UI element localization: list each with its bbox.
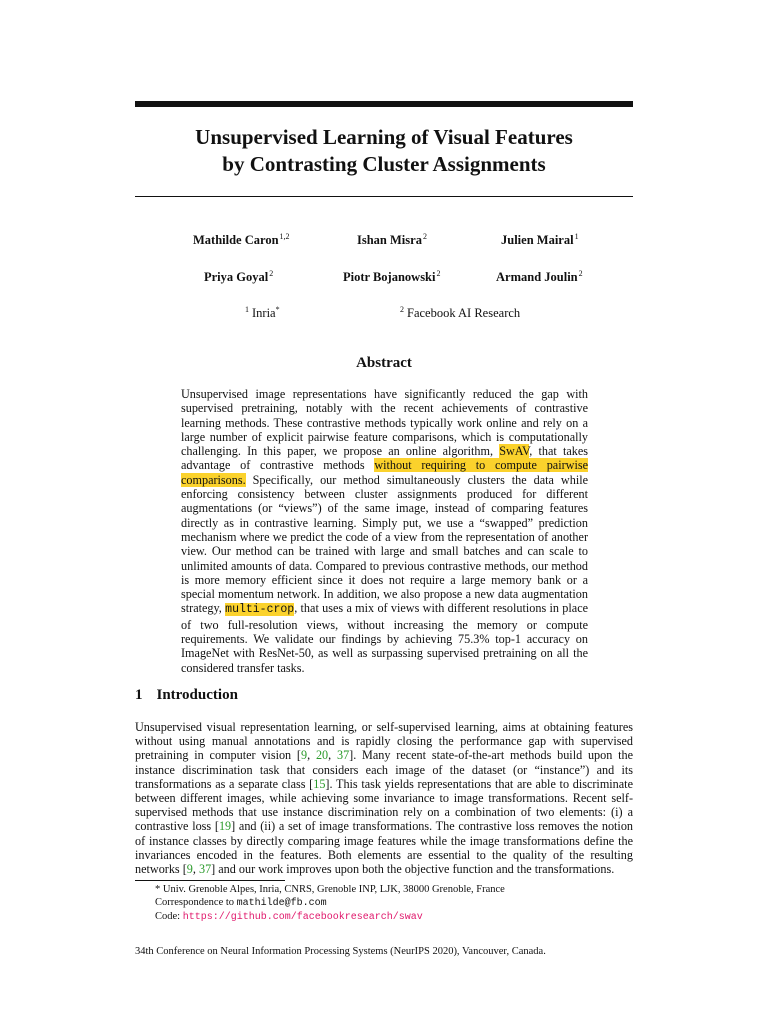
- citation-link[interactable]: 15: [313, 776, 326, 791]
- section-heading-introduction: 1 Introduction: [135, 687, 238, 703]
- footnote-code: Code: https://github.com/facebookresearch/swav: [155, 911, 423, 924]
- affiliation-inria: $^1$ Inria*: [245, 305, 280, 320]
- citation-link[interactable]: 19: [218, 819, 232, 834]
- footnotes: [155, 883, 505, 925]
- citation-link[interactable]: 37: [336, 748, 350, 763]
- author-mairal: Julien Mairal$^1$: [501, 232, 579, 247]
- title-line-2: by Contrasting Cluster Assignments: [222, 152, 546, 176]
- highlight-swav: SwAV: [499, 444, 530, 459]
- citation-link[interactable]: 20: [315, 748, 329, 763]
- abstract-heading: Abstract: [356, 355, 412, 371]
- introduction-body: Unsupervised visual representation learning, or self-supervised learning, aims at obtaining features without using manual annotations and is rapidly closing the performance gap with supervised pretraining in computer vision [9, 20, 37]. Many recent state-of-the-art methods build upon the instance discrimination task that considers each image of the dataset (or “instance”) and its transformations as a separate class [15]. This task yields representations that are able to discriminate between different images, while achieving some invariance to image transformations. Recent self-supervised methods that use instance discrimination rely on a combination of two elements: (i) a contrastive loss [19] and (ii) a set of image transformations. The contrastive loss removes the notion of instance classes by directly comparing image features while the image transformations define the invariances encoded in the features. Both elements are essential to the quality of the resulting networks [9, 37] and our work improves upon both the objective function and the transformations.: [135, 720, 634, 877]
- title-bottom-rule: [135, 196, 633, 197]
- title-top-rule: [135, 101, 633, 107]
- affiliation-fair: $^2$ Facebook AI Research: [400, 305, 521, 320]
- author-misra: Ishan Misra$^2$: [357, 232, 427, 247]
- paper-title: [135, 124, 633, 178]
- conference-note: 34th Conference on Neural Information Processing Systems (NeurIPS 2020), Vancouver, Canada.: [135, 946, 546, 957]
- title-line-1: Unsupervised Learning of Visual Features: [195, 125, 573, 149]
- author-goyal: Priya Goyal$^2$: [204, 269, 274, 284]
- code-url-link[interactable]: https://github.com/facebookresearch/swav: [182, 912, 423, 924]
- citation-link[interactable]: 37: [198, 862, 212, 877]
- footnote-rule: [135, 880, 285, 881]
- citation-link[interactable]: 9: [301, 748, 308, 763]
- abstract-body: Unsupervised image representations have significantly reduced the gap with supervised pretraining, notably with the recent achievements of contrastive learning methods. These contrastive methods typically work online and rely on a large number of explicit pairwise feature comparisons, which is computationally challenging. In this paper, we propose an online algorithm, SwAV, that takes advantage of contrastive methods without requiring to compute pairwise comparisons. Specifically, our method simultaneously clusters the data while enforcing consistency between cluster assignments produced for different augmentations (or “views”) of the same image, instead of comparing features directly as in contrastive learning. Simply put, we use a “swapped” prediction mechanism where we predict the code of a view from the representation of another view. Our method can be trained with large and small batches and can scale to unlimited amounts of data. Compared to previous contrastive methods, our method is more memory efficient since it does not require a large memory bank or a special momentum network. In addition, we also propose a new data augmentation strategy, multi-crop, that uses a mix of views with different resolutions in place of two full-resolution views, without increasing the memory or compute requirements. We validate our findings by achieving 75.3% top-1 accuracy on ImageNet with ResNet-50, as well as surpassing supervised pretraining on all the considered transfer tasks.: [181, 387, 589, 675]
- author-bojanowski: Piotr Bojanowski$^2$: [343, 269, 441, 284]
- author-caron: Mathilde Caron$^{1,2}$: [193, 232, 290, 247]
- citation-link[interactable]: 9: [186, 862, 193, 877]
- highlight-multicrop: multi-crop: [225, 603, 295, 617]
- correspondence-email[interactable]: mathilde@fb.com: [236, 898, 327, 910]
- footnote-affiliation: * Univ. Grenoble Alpes, Inria, CNRS, Grenoble INP, LJK, 38000 Grenoble, France: [155, 884, 505, 895]
- footnote-correspondence: Correspondence to mathilde@fb.com: [155, 897, 327, 910]
- highlight-pairwise: without requiring to compute pairwise comparisons.: [181, 458, 588, 487]
- author-joulin: Armand Joulin$^2$: [496, 269, 583, 284]
